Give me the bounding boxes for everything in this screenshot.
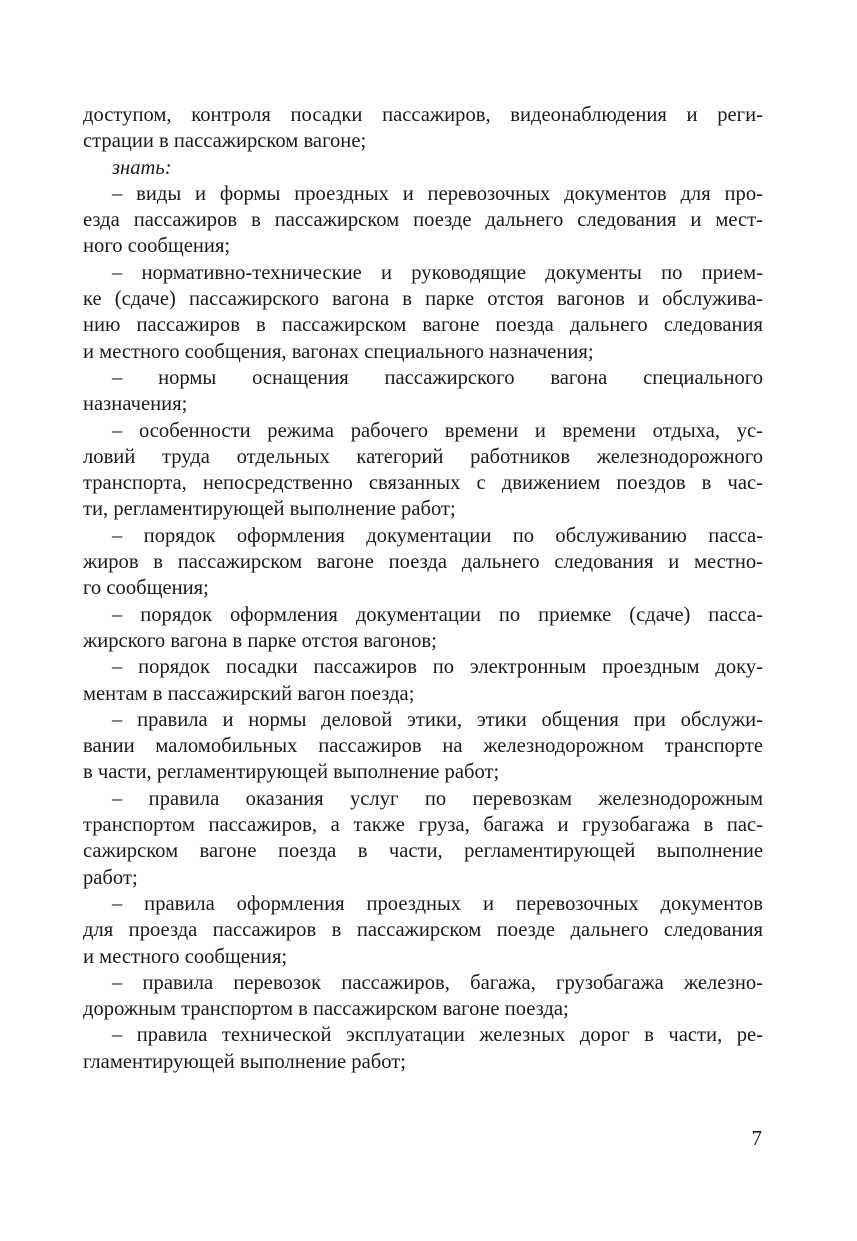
- text-line: жирского вагона в парке отстоя вагонов;: [83, 629, 437, 652]
- text-line: вании маломобильных пассажиров на железнодорожном транспорте: [83, 735, 763, 758]
- text-line: и местного сообщения, вагонах специального назначения;: [83, 340, 594, 363]
- text-line: доступом, контроля посадки пассажиров, видеонаблюдения и реги-: [83, 104, 763, 126]
- text-line: – нормативно-технические и руководящие документы по прием-: [112, 261, 763, 284]
- text-line: – правила технической эксплуатации железных дорог в части, ре-: [112, 1024, 763, 1047]
- text-line: – порядок оформления документации по приемке (сдаче) пасса-: [112, 603, 763, 626]
- text-line: – порядок посадки пассажиров по электронным проездным доку-: [112, 656, 763, 679]
- text-line: езда пассажиров в пассажирском поезде дальнего следования и мест-: [83, 209, 763, 232]
- text-line: – правила оформления проездных и перевозочных документов: [112, 892, 763, 915]
- text-line: назначения;: [83, 393, 188, 416]
- text-line: – правила и нормы деловой этики, этики общения при обслужи-: [112, 708, 763, 731]
- text-line: нию пассажиров в пассажирском вагоне поезда дальнего следования: [83, 314, 763, 337]
- text-line: для проезда пассажиров в пассажирском поезде дальнего следования: [83, 919, 763, 942]
- text-line: в части, регламентирующей выполнение работ;: [83, 761, 500, 784]
- text-line: страции в пассажирском вагоне;: [83, 130, 367, 153]
- text-line: и местного сообщения;: [83, 945, 288, 968]
- text-line: жиров в пассажирском вагоне поезда дальнего следования и местно-: [83, 551, 763, 574]
- text-line: – виды и формы проездных и перевозочных документов для про-: [112, 182, 763, 205]
- text-line: знать:: [112, 156, 172, 179]
- text-line: сажирском вагоне поезда в части, регламентирующей выполнение: [83, 840, 763, 863]
- text-line: работ;: [83, 866, 138, 889]
- text-line: – правила оказания услуг по перевозкам железнодорожным: [112, 787, 763, 810]
- text-line: ти, регламентирующей выполнение работ;: [83, 498, 456, 521]
- text-line: транспорта, непосредственно связанных с движением поездов в час-: [83, 472, 763, 495]
- text-line: транспортом пассажиров, а также груза, багажа и грузобагажа в пас-: [83, 814, 763, 837]
- body-text: [83, 102, 763, 1075]
- text-line: – особенности режима рабочего времени и времени отдыха, ус-: [112, 419, 763, 442]
- text-line: гламентирующей выполнение работ;: [83, 1050, 406, 1073]
- text-line: – нормы оснащения пассажирского вагона специального: [112, 366, 763, 389]
- text-line: го сообщения;: [83, 577, 209, 600]
- text-line: ментам в пассажирский вагон поезда;: [83, 682, 415, 705]
- text-line: дорожным транспортом в пассажирском вагоне поезда;: [83, 998, 569, 1021]
- text-line: ловий труда отдельных категорий работников железнодорожного: [83, 445, 763, 468]
- text-line: ке (сдаче) пассажирского вагона в парке отстоя вагонов и обслужива-: [83, 288, 763, 311]
- text-line: ного сообщения;: [83, 235, 231, 258]
- page-number: 7: [751, 1126, 762, 1150]
- text-line: – правила перевозок пассажиров, багажа, грузобагажа железно-: [112, 971, 763, 994]
- text-line: – порядок оформления документации по обслуживанию пасса-: [112, 524, 763, 547]
